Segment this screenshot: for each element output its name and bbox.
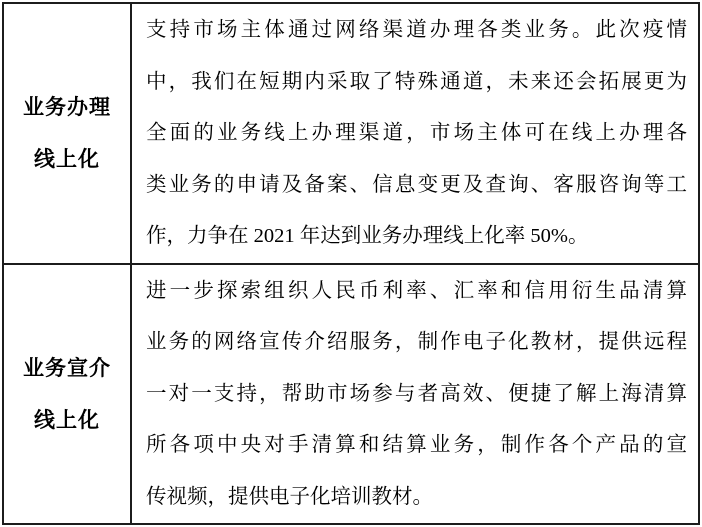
body-text-line: 类业务的申请及备案、信息变更及查询、客服咨询等工 xyxy=(146,173,687,196)
row-header-line: 业务宣介 xyxy=(23,355,111,380)
table-row-business-handling xyxy=(4,4,698,263)
body-text-line: 支持市场主体通过网络渠道办理各类业务。此次疫情 xyxy=(146,19,687,41)
row-body-cell-business-promotion xyxy=(132,265,698,524)
body-text-line: 传视频，提供电子化培训教材。 xyxy=(146,485,433,508)
body-text-line: 所各项中央对手清算和结算业务，制作各个产品的宣 xyxy=(146,434,687,456)
row-header-line: 线上化 xyxy=(34,147,100,172)
body-text-line: 全面的业务线上办理渠道，市场主体可在线上办理各 xyxy=(146,122,687,144)
table-row-business-promotion xyxy=(4,263,698,524)
row-header-line: 线上化 xyxy=(34,407,100,432)
row-header-cell-business-handling xyxy=(4,4,132,263)
body-text-line: 业务的网络宣传介绍服务，制作电子化教材，提供远程 xyxy=(146,331,687,353)
body-text-line: 一对一支持，帮助市场参与者高效、便捷了解上海清算 xyxy=(146,382,687,405)
document-table xyxy=(2,2,700,525)
body-text-line: 作，力争在 2021 年达到业务办理线上化率 50%。 xyxy=(146,225,589,247)
row-header-line: 业务办理 xyxy=(23,95,111,120)
body-text-line: 进一步探索组织人民币利率、汇率和信用衍生品清算 xyxy=(146,279,687,302)
row-body-cell-business-handling xyxy=(132,4,698,263)
body-text-line: 中，我们在短期内采取了特殊通道，未来还会拓展更为 xyxy=(146,70,687,93)
row-header-cell-business-promotion xyxy=(4,265,132,524)
